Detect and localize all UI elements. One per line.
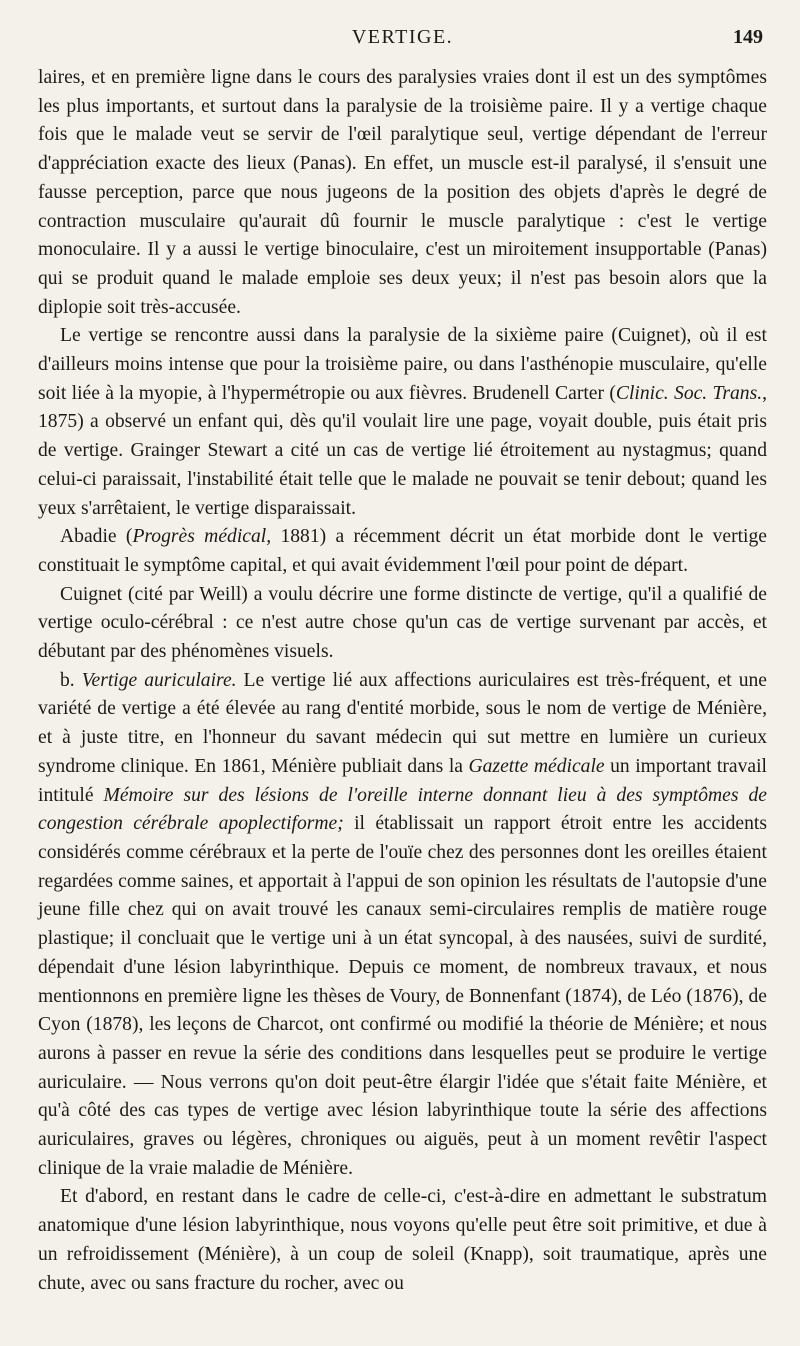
- page-header: [38, 26, 767, 56]
- text-run: Le vertige se rencontre aussi dans la paralysie de la sixième paire (Cuignet), où il est d'ailleurs moins intense que pour la troisième paire, ou dans l'asthénopie musculaire, qu'elle soit liée à la myopie, à l'hypermétropie ou aux fièvres. Brudenell Carter (: [38, 325, 767, 404]
- paragraph-p4: [38, 581, 767, 667]
- text-run: il établissait un rapport étroit entre les accidents considérés comme cérébraux et la perte de l'ouïe chez des personnes dont les oreilles étaient regardées comme saines, et apportait à l'appui de son opinion les résultats de l'autopsie d'une jeune fille chez qui on avait trouvé les canaux semi-circulaires remplis de matière rouge plastique; il concluait que le vertige uni à un état syncopal, à des nausées, suivi de surdité, dépendait d'une lésion labyrinthique. Depuis ce moment, de nombreux travaux, et nous mentionnons en première ligne les thèses de Voury, de Bonnenfant (1874), de Léo (1876), de Cyon (1878), les leçons de Charcot, ont confirmé ou modifié la théorie de Ménière; et nous aurons à passer en revue la série des conditions dans lesquelles peut se produire le vertige auriculaire. — Nous verrons qu'on doit peut-être élargir l'idée que s'était faite Ménière, et qu'à côté des cas types de vertige avec lésion labyrinthique toute la série des affections auriculaires, graves ou légères, chroniques ou aiguës, peut à un moment revêtir l'aspect clinique de la vraie maladie de Ménière.: [38, 813, 767, 1179]
- text-run: Abadie (: [60, 526, 133, 548]
- paragraph-p2: [38, 322, 767, 523]
- paragraph-p1: [38, 64, 767, 322]
- italic-text: Progrès médical,: [132, 526, 272, 548]
- paragraph-p5: [38, 667, 767, 1184]
- text-run: b.: [60, 669, 82, 691]
- italic-text: Clinic. Soc. Trans.: [615, 382, 763, 404]
- italic-text: Mémoire sur des lésions de l'oreille interne donnant lieu à des symptômes de congestion cérébrale apoplectiforme;: [38, 784, 767, 835]
- text-run: Et d'abord, en restant dans le cadre de celle-ci, c'est-à-dire en admettant le substratum anatomique d'une lésion labyrinthique, nous voyons qu'elle peut être soit primitive, et due à un refroidissement (Ménière), à un coup de soleil (Knapp), soit traumatique, après une chute, avec ou sans fracture du rocher, avec ou: [38, 1186, 767, 1294]
- italic-text: Gazette médicale: [468, 755, 605, 777]
- text-run: Le vertige lié aux affections auriculaires est très-fréquent, et une variété de vertige a été élevée au rang d'entité morbide, sous le nom de vertige de Ménière, et à juste titre, en l'honneur du savant médecin qui sut mettre en lumière un curieux syndrome clinique. En 1861, Ménière publiait dans la: [38, 669, 768, 777]
- running-title: VERTIGE.: [351, 26, 454, 48]
- body-text: [38, 64, 767, 1298]
- text-run: laires, et en première ligne dans le cours des paralysies vraies dont il est un des symptômes les plus importants, et surtout dans la paralysie de la troisième paire. Il y a vertige chaque fois que le malade veut se servir de l'œil paralytique seul, vertige dépendant de l'erreur d'appréciation exacte des lieux (Panas). En effet, un muscle est-il paralysé, il s'ensuit une fausse perception, parce que nous jugeons de la position des objets d'après le degré de contraction musculaire qu'aurait dû fournir le muscle paralytique : c'est le vertige monoculaire. Il y a aussi le vertige binoculaire, c'est un miroitement insupportable (Panas) qui se produit quand le malade emploie ses deux yeux; il n'est pas besoin alors que la diplopie soit très-accusée.: [38, 67, 767, 318]
- text-run: , 1875) a observé un enfant qui, dès qu'il voulait lire une page, voyait double, puis était pris de vertige. Grainger Stewart a cité un cas de vertige lié étroitement au nystagmus; quand celui-ci paraissait, l'instabilité était telle que le malade ne pouvait se tenir debout; quand les yeux s'arrêtaient, le vertige disparaissait.: [38, 382, 768, 519]
- paragraph-p6: [38, 1183, 767, 1298]
- page-number: 149: [733, 26, 763, 48]
- italic-text: Vertige auriculaire.: [81, 669, 237, 691]
- text-run: 1881) a récemment décrit un état morbide dont le vertige constituait le symptôme capital, et qui avait évidemment l'œil pour point de départ.: [38, 526, 767, 576]
- text-run: un important travail intitulé: [38, 755, 767, 806]
- text-run: Cuignet (cité par Weill) a voulu décrire une forme distincte de vertige, qu'il a qualifié de vertige oculo-cérébral : ce n'est autre chose qu'un cas de vertige survenant par accès, et débutant par des phénomènes visuels.: [38, 583, 767, 663]
- paragraph-p3: [38, 523, 767, 580]
